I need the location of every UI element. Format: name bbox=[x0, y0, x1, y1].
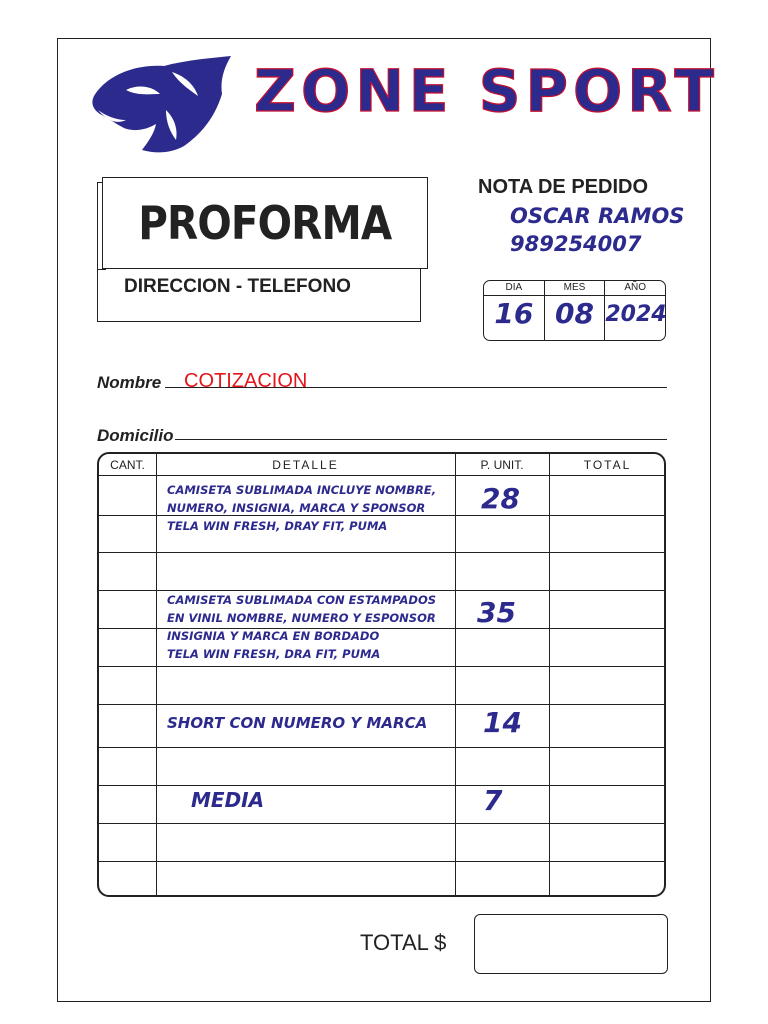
item-3-detail bbox=[167, 714, 427, 732]
name-label: Nombre bbox=[97, 373, 162, 392]
header-row-line bbox=[99, 475, 664, 476]
header-total: TOTAL bbox=[583, 458, 632, 472]
date-month-label: MES bbox=[545, 281, 605, 296]
date-day-label: DIA bbox=[484, 281, 544, 296]
detail-line: INSIGNIA Y MARCA EN BORDADO bbox=[167, 629, 380, 643]
page-title: PROFORMA bbox=[138, 196, 392, 250]
total-amount-box[interactable] bbox=[474, 914, 668, 974]
item-4-detail bbox=[191, 788, 265, 812]
name-value: COTIZACION bbox=[184, 370, 308, 392]
detail-line: CAMISETA SUBLIMADA INCLUYE NOMBRE, bbox=[167, 483, 437, 497]
row-line bbox=[99, 785, 664, 786]
title-box bbox=[102, 177, 428, 269]
detail-line: SHORT CON NUMERO Y MARCA bbox=[167, 714, 428, 732]
col-divider-qty bbox=[156, 454, 157, 895]
detail-line: MEDIA bbox=[191, 788, 265, 812]
item-4-price: 7 bbox=[483, 784, 503, 817]
date-month-cell bbox=[545, 281, 606, 340]
date-year-cell bbox=[605, 281, 665, 340]
detail-line: NUMERO, INSIGNIA, MARCA Y SPONSOR bbox=[167, 501, 426, 515]
item-2-detail bbox=[167, 591, 436, 663]
date-day-cell bbox=[484, 281, 545, 340]
address-phone-label: DIRECCION - TELEFONO bbox=[124, 276, 351, 297]
row-line bbox=[99, 552, 664, 553]
detail-line: CAMISETA SUBLIMADA CON ESTAMPADOS bbox=[167, 593, 436, 607]
date-day-value: 16 bbox=[494, 297, 534, 330]
date-month-value: 08 bbox=[555, 297, 594, 330]
address-line bbox=[175, 439, 667, 440]
item-2-price: 35 bbox=[477, 596, 516, 629]
row-line bbox=[99, 823, 664, 824]
detail-line: EN VINIL NOMBRE, NUMERO Y ESPONSOR bbox=[167, 611, 436, 625]
items-table bbox=[97, 452, 666, 897]
row-line bbox=[99, 861, 664, 862]
date-year-label: AÑO bbox=[605, 281, 665, 296]
address-box bbox=[97, 268, 421, 322]
detail-line: TELA WIN FRESH, DRAY FIT, PUMA bbox=[167, 519, 388, 533]
address-label: Domicilio bbox=[97, 426, 174, 445]
item-1-price: 28 bbox=[481, 482, 520, 515]
client-phone: 989254007 bbox=[510, 232, 642, 256]
row-line bbox=[99, 666, 664, 667]
col-divider-price bbox=[549, 454, 550, 895]
date-year-value: 2024 bbox=[605, 302, 667, 327]
order-note-label: NOTA DE PEDIDO bbox=[478, 176, 649, 198]
row-line bbox=[99, 747, 664, 748]
row-line bbox=[99, 704, 664, 705]
client-name: OSCAR RAMOS bbox=[510, 204, 685, 228]
col-divider-detail bbox=[455, 454, 456, 895]
panther-head-icon bbox=[86, 54, 236, 154]
header-unit-price: P. UNIT. bbox=[480, 458, 524, 472]
date-box bbox=[483, 280, 666, 341]
brand-name: ZONE SPORT bbox=[254, 57, 719, 125]
item-1-detail bbox=[167, 481, 436, 535]
total-label: TOTAL $ bbox=[360, 930, 447, 955]
header-qty: CANT. bbox=[110, 458, 145, 472]
item-3-price: 14 bbox=[483, 706, 522, 739]
detail-line: TELA WIN FRESH, DRA FIT, PUMA bbox=[167, 647, 381, 661]
header-detail: DETALLE bbox=[272, 458, 339, 472]
